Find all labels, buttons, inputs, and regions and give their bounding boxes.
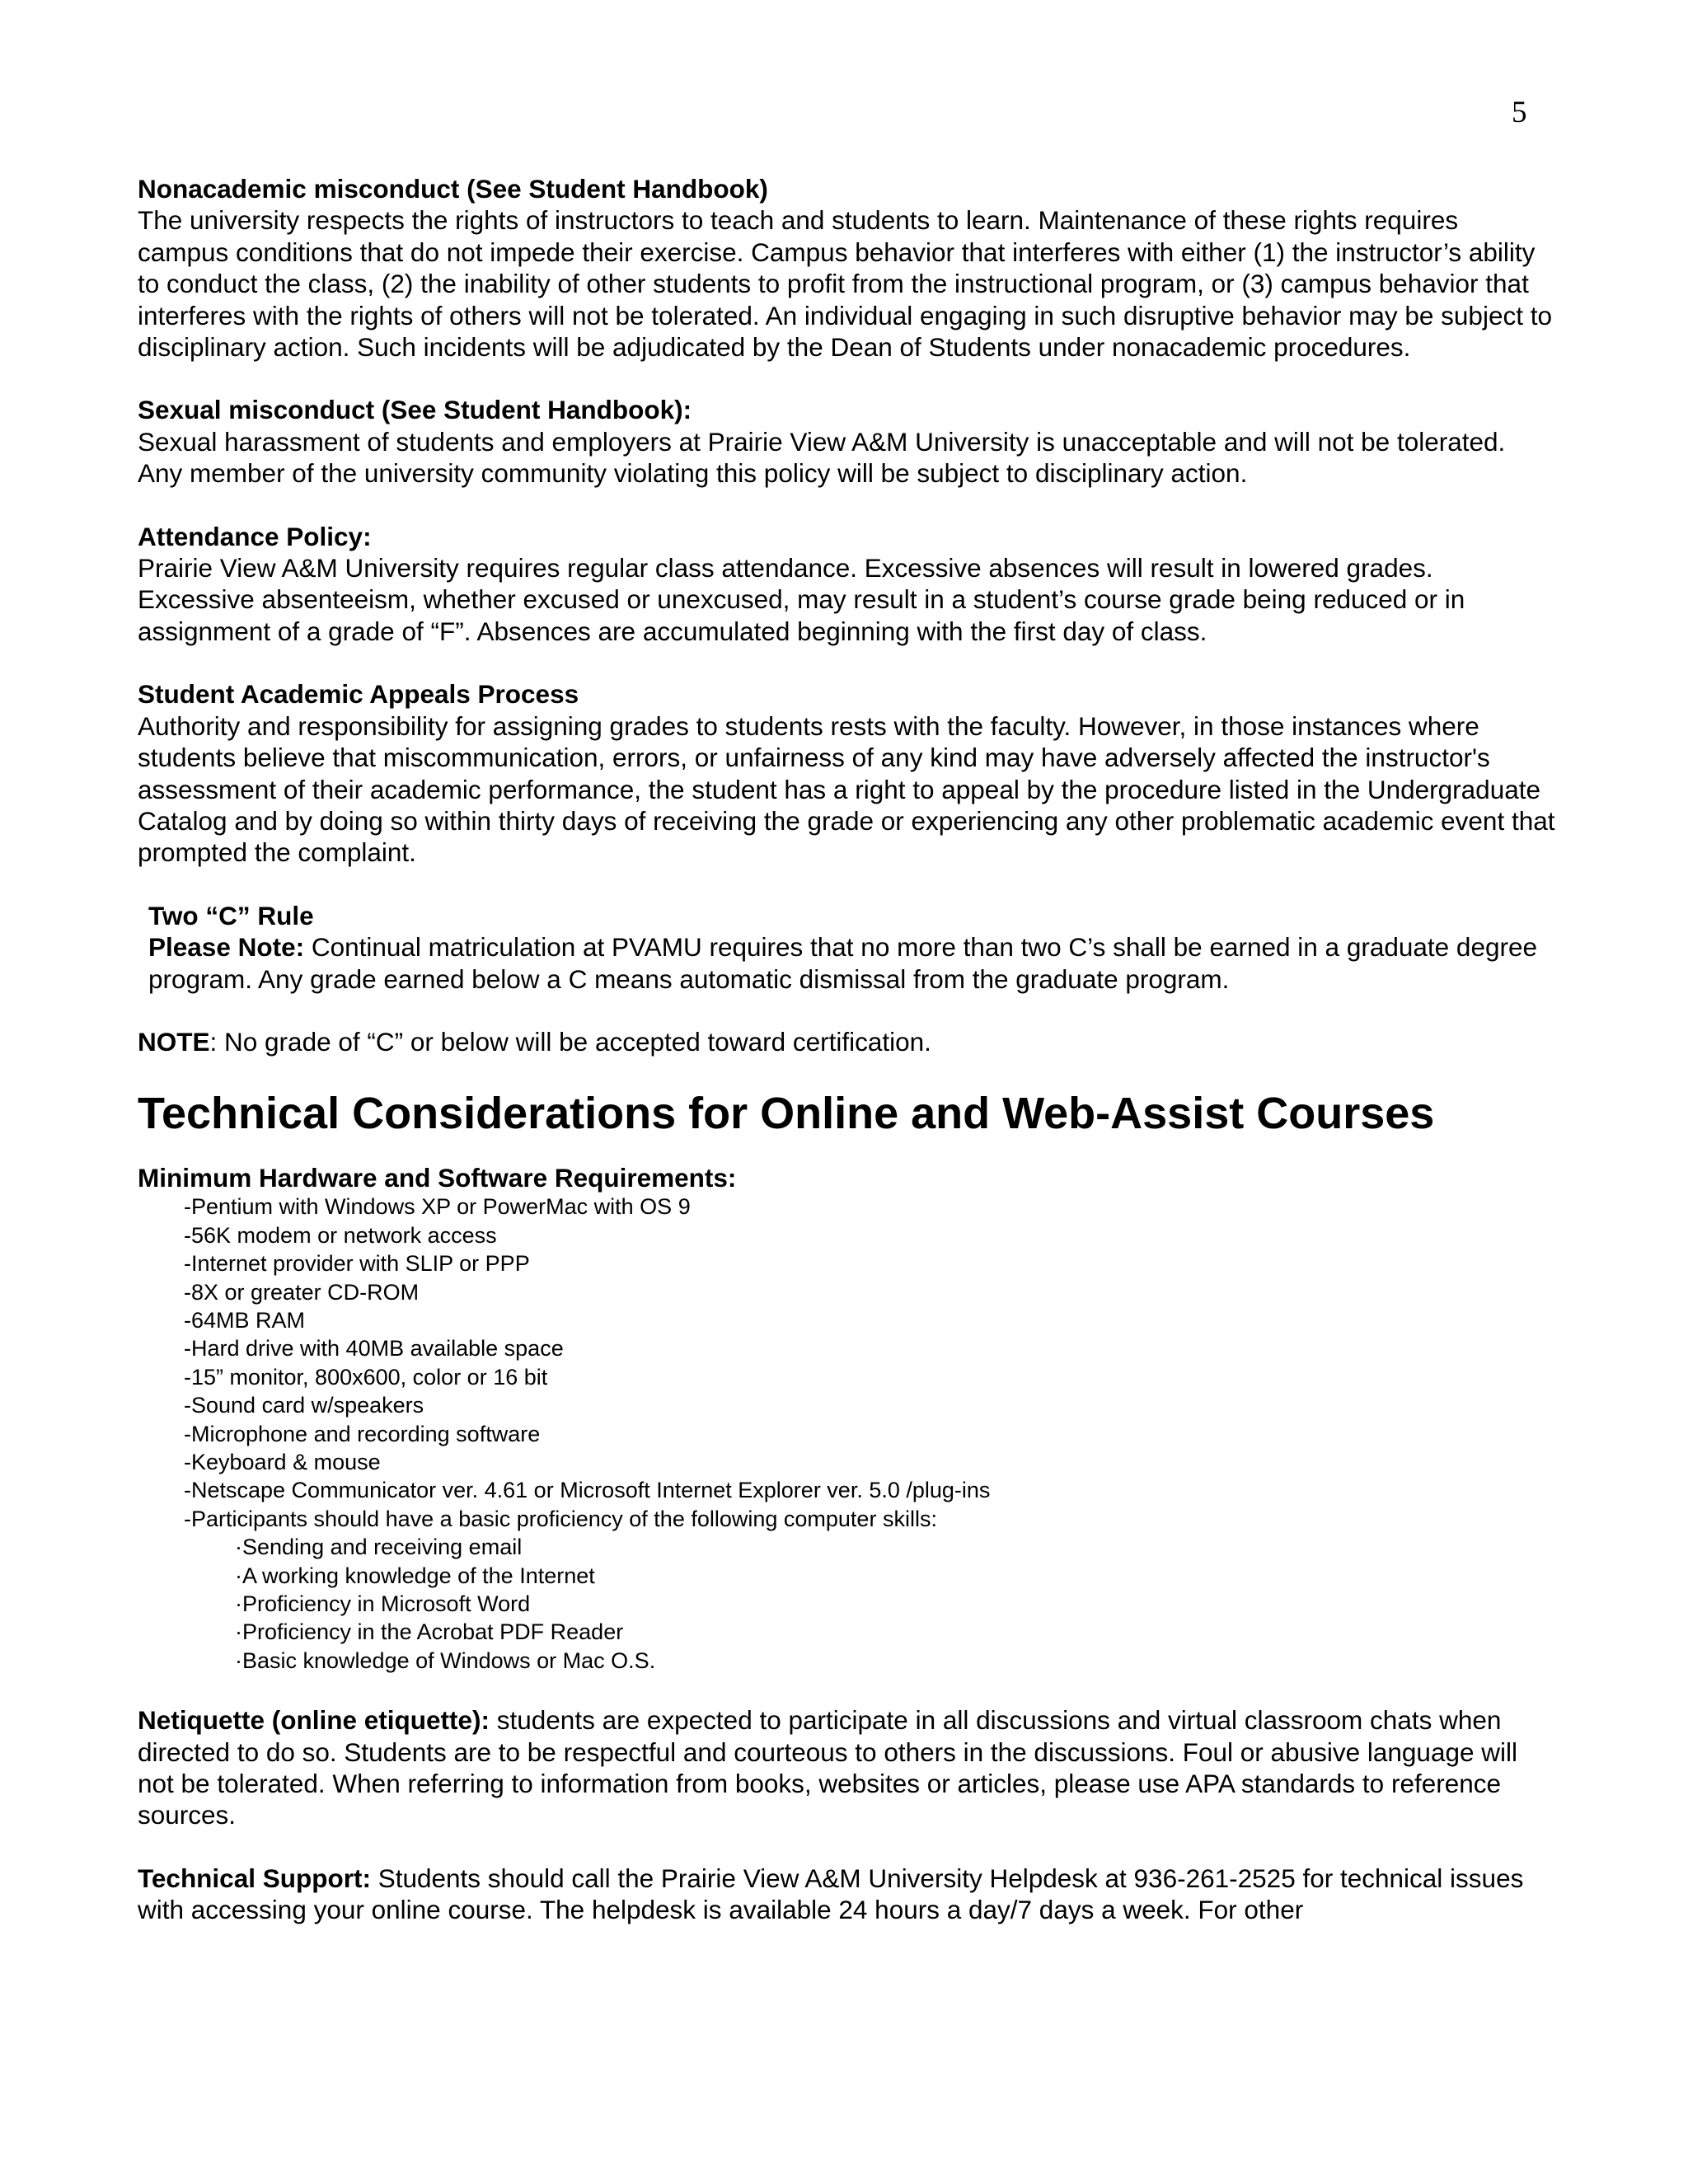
- list-item: -Participants should have a basic proficiency of the following computer skills:: [184, 1506, 937, 1531]
- sexual-misconduct-body: Sexual harassment of students and employers at Prairie View A&M University is unacceptable and will not be tolerated. Any member of the university community violating this policy will be subject to disciplinary action.: [138, 426, 1506, 489]
- skills-list: [235, 1533, 1555, 1675]
- netiquette-section: [138, 1704, 1555, 1831]
- list-item: -Keyboard & mouse: [184, 1450, 381, 1474]
- two-c-rule-section: [148, 900, 1555, 995]
- netiquette-label: Netiquette (online etiquette):: [138, 1705, 490, 1736]
- requirements-list: [184, 1193, 1555, 1675]
- skills-list-wrapper: [184, 1533, 1555, 1675]
- attendance-body: Prairie View A&M University requires regular class attendance. Excessive absences will result in lowered grades. Excessive absenteeism, whether excused or unexcused, may result in a student’s course grade being reduced or in assignment of a grade of “F”. Absences are accumulated beginning with the first day of class.: [138, 553, 1465, 646]
- attendance-heading: Attendance Policy:: [138, 521, 372, 551]
- technical-support-section: [138, 1863, 1555, 1926]
- note-body: : No grade of “C” or below will be accepted toward certification.: [209, 1026, 931, 1057]
- nonacademic-heading: Nonacademic misconduct (See Student Handbook): [138, 174, 768, 204]
- list-item: -Microphone and recording software: [184, 1421, 541, 1446]
- appeals-body: Authority and responsibility for assigning grades to students rests with the faculty. However, in those instances where students believe that miscommunication, errors, or unfairness of any kind may have adversely affected the instructor's assessment of their academic performance, the student has a right to appeal by the procedure listed in the Undergraduate Catalog and by doing so within thirty days of receiving the grade or experiencing any other problematic academic event that prompted the complaint.: [138, 710, 1555, 868]
- two-c-rule-note: [148, 931, 1555, 995]
- page-number: 5: [1512, 96, 1527, 129]
- skill-item: ·Sending and receiving email: [235, 1535, 523, 1560]
- list-item: -Internet provider with SLIP or PPP: [184, 1251, 530, 1277]
- technical-considerations-title: Technical Considerations for Online and Web-Assist Courses: [138, 1089, 1435, 1139]
- list-item: -Hard drive with 40MB available space: [184, 1336, 564, 1361]
- list-item: -Netscape Communicator ver. 4.61 or Microsoft Internet Explorer ver. 5.0 /plug-ins: [184, 1478, 991, 1503]
- note-label: NOTE: [138, 1026, 210, 1057]
- attendance-section: [138, 521, 1555, 648]
- sexual-misconduct-section: [138, 394, 1555, 489]
- technical-support-label: Technical Support:: [138, 1863, 371, 1893]
- list-item: -64MB RAM: [184, 1307, 306, 1333]
- nonacademic-section: [138, 173, 1555, 363]
- technical-support-body: Students should call the Prairie View A&M University Helpdesk at 936-261-2525 for technical issues with accessing your online course. The helpdesk is available 24 hours a day/7 days a week. For other: [138, 1863, 1524, 1925]
- netiquette-body: students are expected to participate in all discussions and virtual classroom chats when directed to do so. Students are to be respectful and courteous to others in the discussions. Foul or abusive language will not be tolerated. When referring to information from books, websites or articles, please use APA standards to reference sources.: [138, 1705, 1517, 1830]
- list-item: -15” monitor, 800x600, color or 16 bit: [184, 1364, 548, 1390]
- nonacademic-body: The university respects the rights of instructors to teach and students to learn. Maintenance of these rights requires campus conditions that do not impede their exercise. Campus behavior that interferes with either (1) the instructor’s ability to conduct the class, (2) the inability of other students to profit from the instructional program, or (3) campus behavior that interferes with the rights of others will not be tolerated. An individual engaging in such disruptive behavior may be subject to disciplinary action. Such incidents will be adjudicated by the Dean of Students under nonacademic procedures.: [138, 205, 1552, 363]
- two-c-rule-body: Continual matriculation at PVAMU requires that no more than two C’s shall be earned in a graduate degree program. Any grade earned below a C means automatic dismissal from the graduate program.: [148, 932, 1538, 994]
- netiquette-paragraph: [138, 1704, 1555, 1831]
- sexual-misconduct-heading: Sexual misconduct (See Student Handbook):: [138, 395, 692, 425]
- please-note-label: Please Note:: [148, 932, 305, 963]
- list-item: -Pentium with Windows XP or PowerMac with OS 9: [184, 1194, 691, 1220]
- document-body: [138, 173, 1555, 1957]
- certification-note: [138, 1026, 1555, 1057]
- list-item: -56K modem or network access: [184, 1222, 497, 1248]
- requirements-section: [138, 1163, 1555, 1675]
- list-item: -8X or greater CD-ROM: [184, 1279, 420, 1305]
- two-c-rule-heading: Two “C” Rule: [148, 900, 314, 930]
- skill-item: ·Proficiency in the Acrobat PDF Reader: [235, 1619, 624, 1645]
- technical-support-paragraph: [138, 1863, 1555, 1926]
- certification-note-text: [138, 1026, 1555, 1057]
- skill-item: ·Proficiency in Microsoft Word: [235, 1591, 531, 1617]
- skill-item: ·Basic knowledge of Windows or Mac O.S.: [235, 1647, 656, 1673]
- appeals-section: [138, 678, 1555, 868]
- appeals-heading: Student Academic Appeals Process: [138, 679, 579, 710]
- requirements-heading: Minimum Hardware and Software Requirements:: [138, 1163, 737, 1193]
- skill-item: ·A working knowledge of the Internet: [235, 1563, 595, 1588]
- list-item: -Sound card w/speakers: [184, 1393, 424, 1418]
